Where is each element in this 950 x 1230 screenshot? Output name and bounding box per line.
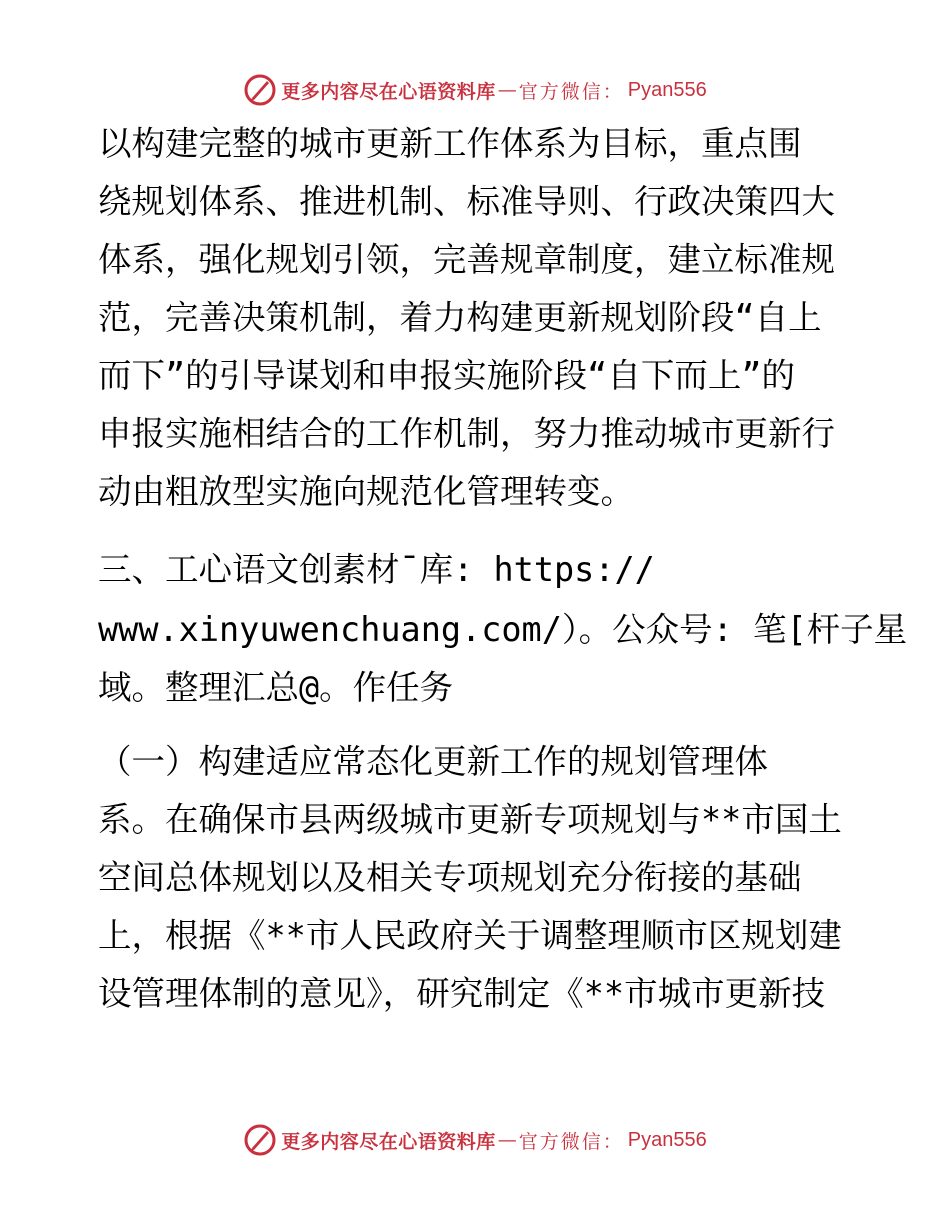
banner-brand-text: 更多内容尽在心语资料库	[281, 80, 496, 103]
text-line: 空间总体规划以及相关专项规划充分衔接的基础	[98, 858, 802, 897]
footer-banner	[0, 1118, 950, 1162]
text-line: 系。在确保市县两级城市更新专项规划与**市国土	[98, 800, 842, 839]
banner-brand-text: 更多内容尽在心语资料库	[281, 1130, 496, 1153]
text-line: 以构建完整的城市更新工作体系为目标，重点围	[98, 124, 802, 163]
text-line: 上，根据《**市人民政府关于调整理顺市区规划建	[98, 916, 842, 955]
section-heading: 三、工心语文创素材¯库: https://	[98, 550, 655, 589]
banner-wechat-id: Pyan556	[627, 1128, 707, 1151]
quill-pen-logo-icon	[243, 73, 277, 107]
text-line: 范，完善决策机制，着力构建更新规划阶段“自上	[98, 298, 822, 337]
text-line: 域。整理汇总@。作任务	[98, 668, 454, 707]
quill-pen-logo-icon	[243, 1123, 277, 1157]
text-line: 申报实施相结合的工作机制，努力推动城市更新行	[98, 414, 835, 453]
text-line: 设管理体制的意见》，研究制定《**市城市更新技	[98, 974, 826, 1013]
banner-wechat-id: Pyan556	[627, 78, 707, 101]
banner-separator: —	[497, 79, 517, 101]
header-banner	[0, 68, 950, 112]
text-line: 体系，强化规划引领，完善规章制度，建立标准规	[98, 240, 835, 279]
text-line: 动由粗放型实施向规范化管理转变。	[98, 472, 634, 511]
banner-separator: —	[497, 1129, 517, 1151]
text-line: www.xinyuwenchuang.com/）。公众号: 笔[杆子星	[98, 610, 908, 649]
banner-official-label: 官方微信：	[518, 1130, 624, 1153]
banner-official-label: 官方微信：	[518, 80, 624, 103]
text-line: 绕规划体系、推进机制、标准导则、行政决策四大	[98, 182, 835, 221]
text-line: 而下”的引导谋划和申报实施阶段“自下而上”的	[98, 356, 796, 395]
subsection-heading: （一）构建适应常态化更新工作的规划管理体	[98, 742, 768, 781]
